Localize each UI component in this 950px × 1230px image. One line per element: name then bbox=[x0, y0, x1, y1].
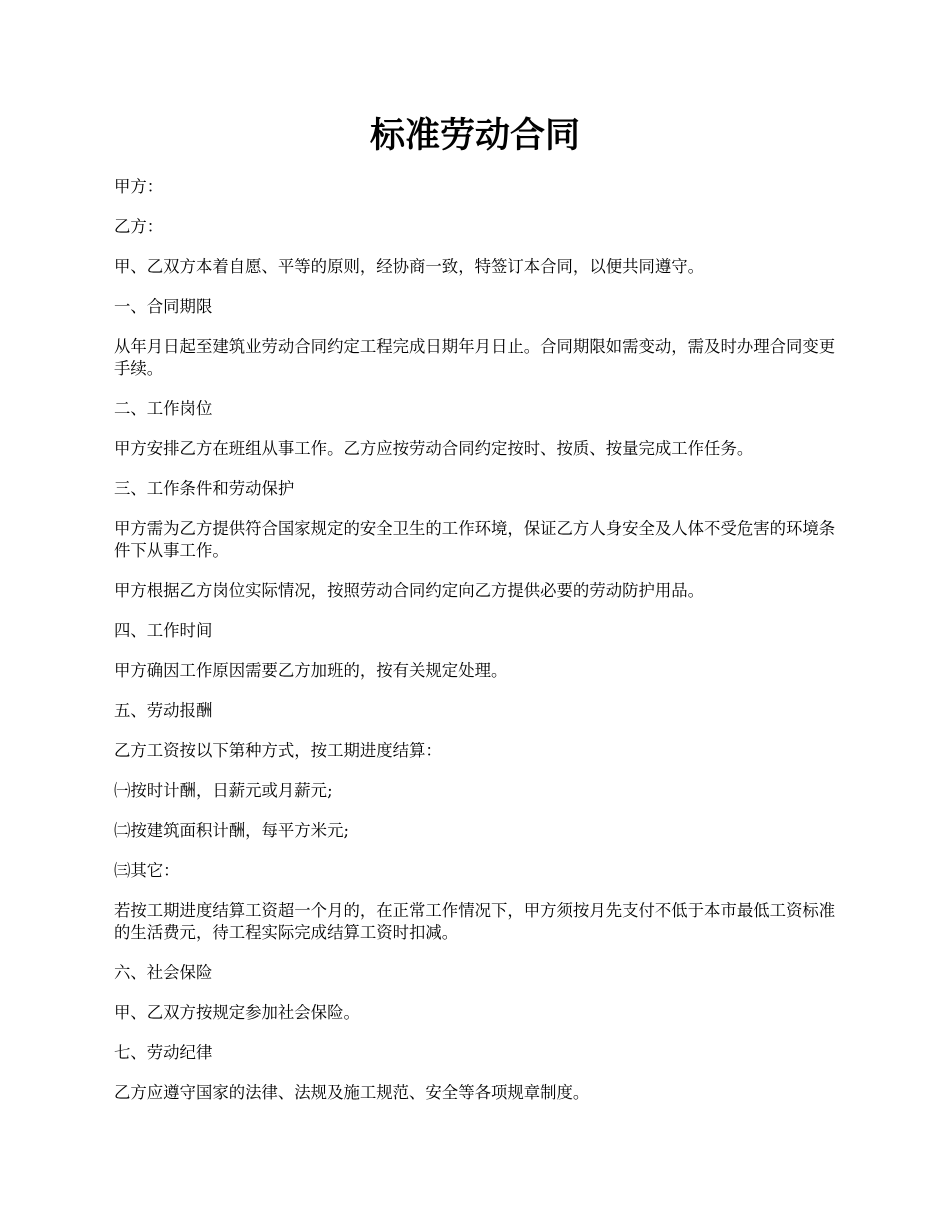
pay-option-3: ㈢其它： bbox=[114, 861, 180, 880]
discipline-paragraph: 乙方应遵守国家的法律、法规及施工规范、安全等各项规章制度。 bbox=[114, 1083, 590, 1102]
section-heading-position: 二、工作岗位 bbox=[114, 399, 213, 418]
section-heading-term: 一、合同期限 bbox=[114, 297, 213, 316]
party-a-line: 甲方： bbox=[114, 177, 164, 196]
insurance-paragraph: 甲、乙双方按规定参加社会保险。 bbox=[114, 1003, 360, 1022]
section-heading-pay: 五、劳动报酬 bbox=[114, 701, 213, 720]
position-paragraph: 甲方安排乙方在班组从事工作。乙方应按劳动合同约定按时、按质、按量完成工作任务。 bbox=[114, 439, 754, 458]
term-paragraph: 从年月日起至建筑业劳动合同约定工程完成日期年月日止。合同期限如需变动，需及时办理合同变更手续。 bbox=[114, 337, 836, 378]
conditions-paragraph-2: 甲方根据乙方岗位实际情况，按照劳动合同约定向乙方提供必要的劳动防护用品。 bbox=[114, 581, 705, 600]
pay-option-2: ㈡按建筑面积计酬，每平方米元; bbox=[114, 821, 349, 840]
party-b-line: 乙方： bbox=[114, 217, 164, 236]
conditions-paragraph-1: 甲方需为乙方提供符合国家规定的安全卫生的工作环境，保证乙方人身安全及人体不受危害的环境条件下从事工作。 bbox=[114, 519, 836, 560]
section-heading-hours: 四、工作时间 bbox=[114, 621, 213, 640]
hours-paragraph: 甲方确因工作原因需要乙方加班的，按有关规定处理。 bbox=[114, 661, 508, 680]
section-heading-discipline: 七、劳动纪律 bbox=[114, 1043, 213, 1062]
preamble-paragraph: 甲、乙双方本着自愿、平等的原则，经协商一致，特签订本合同，以便共同遵守。 bbox=[114, 257, 705, 276]
document-body bbox=[114, 176, 840, 1122]
section-heading-conditions: 三、工作条件和劳动保护 bbox=[114, 479, 295, 498]
pay-paragraph: 乙方工资按以下第种方式，按工期进度结算： bbox=[114, 741, 442, 760]
section-heading-insurance: 六、社会保险 bbox=[114, 963, 213, 982]
pay-settlement-paragraph: 若按工期进度结算工资超一个月的，在正常工作情况下，甲方须按月先支付不低于本市最低工资标准的生活费元，待工程实际完成结算工资时扣减。 bbox=[114, 901, 836, 942]
document-title: 标准劳动合同 bbox=[369, 115, 580, 156]
pay-option-1: ㈠按时计酬，日薪元或月薪元; bbox=[114, 781, 333, 800]
